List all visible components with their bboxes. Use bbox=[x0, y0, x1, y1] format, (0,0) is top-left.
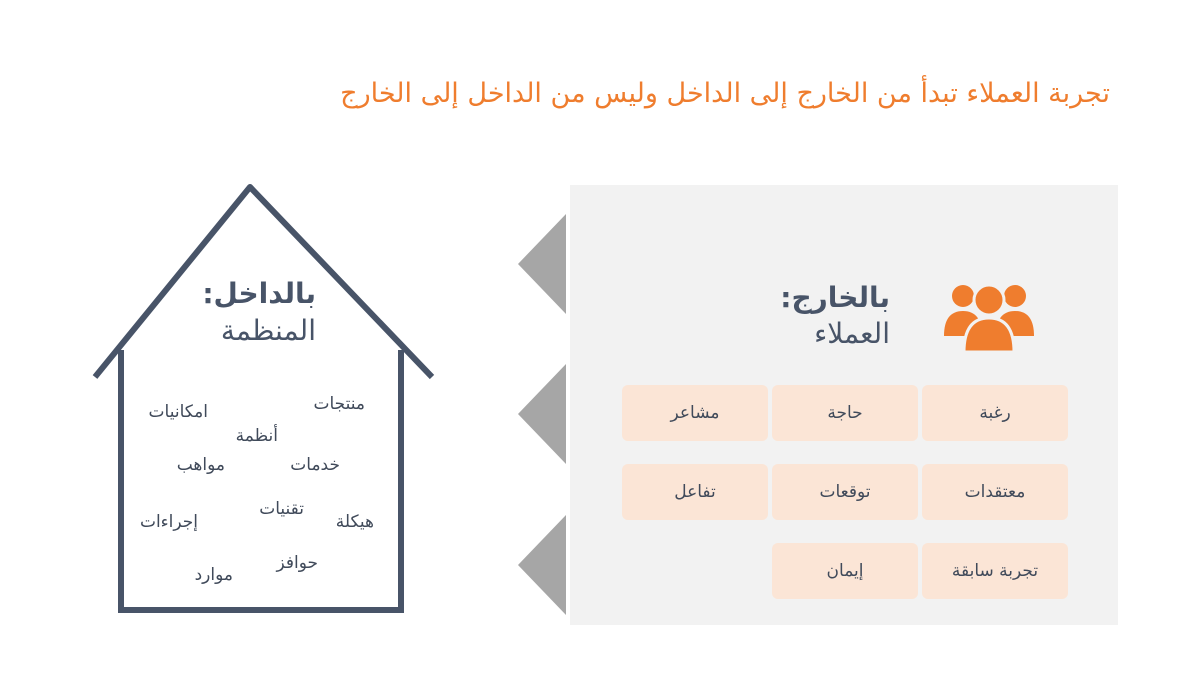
outside-chip: رغبة bbox=[922, 385, 1068, 441]
inside-word: امكانيات bbox=[148, 402, 208, 422]
outside-chip: توقعات bbox=[772, 464, 918, 520]
page-title: تجربة العملاء تبدأ من الخارج إلى الداخل وليس من الداخل إلى الخارج bbox=[340, 78, 1110, 109]
inside-word: هيكلة bbox=[335, 512, 374, 532]
outside-chip: معتقدات bbox=[922, 464, 1068, 520]
inside-word: أنظمة bbox=[235, 426, 278, 446]
inside-word: إجراءات bbox=[139, 512, 198, 532]
arrow-left-icon bbox=[518, 214, 566, 314]
inside-heading: بالداخل: bbox=[202, 277, 316, 310]
arrow-left-icon bbox=[518, 515, 566, 615]
outside-chip: تجربة سابقة bbox=[922, 543, 1068, 599]
inside-word: خدمات bbox=[290, 455, 340, 475]
inside-subheading: المنظمة bbox=[220, 314, 316, 347]
inside-word: منتجات bbox=[313, 394, 365, 414]
outside-chip: تفاعل bbox=[622, 464, 768, 520]
inside-word: مواهب bbox=[176, 455, 225, 475]
outside-subheading: العملاء bbox=[814, 317, 890, 350]
outside-heading: بالخارج: bbox=[780, 281, 890, 314]
inside-word: تقنيات bbox=[259, 499, 304, 519]
outside-chip: حاجة bbox=[772, 385, 918, 441]
inside-word: حوافز bbox=[276, 553, 318, 573]
people-group-icon bbox=[944, 278, 1034, 354]
inside-word: موارد bbox=[194, 565, 233, 585]
arrow-left-icon bbox=[518, 364, 566, 464]
outside-chip: إيمان bbox=[772, 543, 918, 599]
outside-chip: مشاعر bbox=[622, 385, 768, 441]
